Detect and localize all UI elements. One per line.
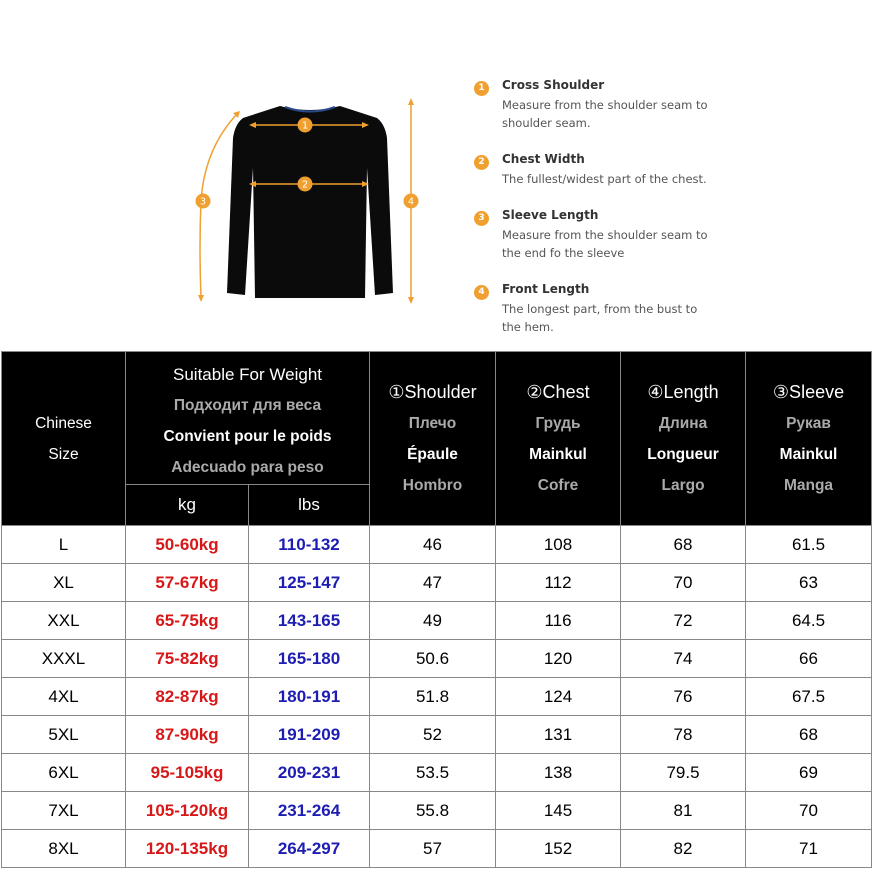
cell-lbs: 165-180 [249,640,370,678]
cell-size: XXL [2,602,126,640]
cell-lbs: 125-147 [249,564,370,602]
header-size-line2: Size [48,445,79,463]
marker-3-label: 3 [199,196,207,208]
cell-shoulder: 46 [370,526,496,564]
table-row [2,526,872,564]
table-row [2,640,872,678]
cell-chest: 131 [496,716,621,754]
cell-chest: 138 [496,754,621,792]
legend-description: The fullest/widest part of the chest. [502,172,707,186]
cell-shoulder: 47 [370,564,496,602]
cell-lbs: 209-231 [249,754,370,792]
cell-sleeve: 71 [746,830,872,868]
cell-lbs: 110-132 [249,526,370,564]
table-row [2,792,872,830]
table-row [2,564,872,602]
cell-lbs: 143-165 [249,602,370,640]
cell-kg: 95-105kg [126,754,249,792]
marker-4 [404,194,419,209]
cell-size: XXXL [2,640,126,678]
table-row [2,716,872,754]
header-chest-ru: Грудь [535,414,581,432]
cell-length: 70 [621,564,746,602]
cell-shoulder: 53.5 [370,754,496,792]
legend-number-2: 2 [474,155,489,170]
cell-size: 6XL [2,754,126,792]
header-length-es: Largo [661,476,705,494]
marker-2 [298,177,313,192]
header-size-line1: Chinese [35,414,92,432]
cell-kg: 120-135kg [126,830,249,868]
cell-shoulder: 50.6 [370,640,496,678]
header-weight-en: Suitable For Weight [173,365,322,384]
header-shoulder-en: ①Shoulder [388,381,477,402]
cell-sleeve: 63 [746,564,872,602]
cell-sleeve: 61.5 [746,526,872,564]
marker-3 [196,194,211,209]
cell-sleeve: 70 [746,792,872,830]
header-chest-es: Cofre [537,476,579,494]
header-chest-fr: Mainkul [529,445,587,463]
cell-kg: 50-60kg [126,526,249,564]
cell-chest: 124 [496,678,621,716]
cell-sleeve: 68 [746,716,872,754]
cell-length: 79.5 [621,754,746,792]
cell-kg: 57-67kg [126,564,249,602]
cell-lbs: 264-297 [249,830,370,868]
cell-shoulder: 51.8 [370,678,496,716]
header-length-fr: Longueur [647,445,719,463]
header-weight-ru: Подходит для веса [173,397,322,414]
cell-size: L [2,526,126,564]
header-length-en: ④Length [647,381,719,402]
sweater-shape [227,106,393,298]
cell-chest: 152 [496,830,621,868]
header-shoulder [370,352,496,526]
legend-number-1: 1 [474,81,489,96]
cell-kg: 87-90kg [126,716,249,754]
cell-shoulder: 49 [370,602,496,640]
cell-lbs: 191-209 [249,716,370,754]
legend-description: Measure from the shoulder seam to the end fo the sleeve [502,228,708,260]
cell-chest: 116 [496,602,621,640]
legend-title: Cross Shoulder [502,78,605,92]
marker-4-label: 4 [407,196,415,208]
header-kg: kg [126,485,249,526]
legend-title: Front Length [502,282,590,296]
header-weight-es: Adecuado para peso [171,459,324,476]
size-chart-table [1,351,872,868]
header-chest [496,352,621,526]
cell-chest: 112 [496,564,621,602]
header-shoulder-fr: Épaule [407,445,458,463]
cell-kg: 82-87kg [126,678,249,716]
cell-length: 78 [621,716,746,754]
cell-length: 68 [621,526,746,564]
cell-size: XL [2,564,126,602]
header-weight-fr: Convient pour le poids [163,428,332,445]
legend-title: Sleeve Length [502,208,599,222]
table-row [2,754,872,792]
cell-size: 7XL [2,792,126,830]
cell-lbs: 231-264 [249,792,370,830]
header-lbs: lbs [249,485,370,526]
cell-lbs: 180-191 [249,678,370,716]
table-row [2,602,872,640]
cell-sleeve: 69 [746,754,872,792]
cell-shoulder: 55.8 [370,792,496,830]
header-chest-en: ②Chest [526,381,590,402]
cell-chest: 145 [496,792,621,830]
header-length-ru: Длина [658,414,708,432]
cell-sleeve: 67.5 [746,678,872,716]
cell-sleeve: 64.5 [746,602,872,640]
cell-length: 82 [621,830,746,868]
cell-size: 4XL [2,678,126,716]
header-sleeve-fr: Mainkul [779,445,838,463]
cell-length: 72 [621,602,746,640]
legend-number-3: 3 [474,211,489,226]
cell-size: 5XL [2,716,126,754]
header-sleeve [746,352,872,526]
header-sleeve-ru: Рукав [786,414,831,432]
cell-chest: 120 [496,640,621,678]
cell-kg: 65-75kg [126,602,249,640]
cell-length: 74 [621,640,746,678]
cell-length: 81 [621,792,746,830]
header-sleeve-en: ③Sleeve [772,381,845,402]
cell-length: 76 [621,678,746,716]
marker-2-label: 2 [301,179,309,191]
header-length [621,352,746,526]
shirt-diagram [185,88,435,308]
header-weight [126,352,370,485]
header-size [2,352,126,526]
cell-sleeve: 66 [746,640,872,678]
header-shoulder-es: Hombro [402,476,463,494]
header-shoulder-ru: Плечо [408,414,457,432]
legend-description: The longest part, from the bust to the hem. [502,302,698,334]
cell-shoulder: 57 [370,830,496,868]
header-sleeve-es: Manga [783,476,834,494]
cell-shoulder: 52 [370,716,496,754]
measurement-illustration [0,0,872,352]
legend-number-4: 4 [474,285,489,300]
cell-chest: 108 [496,526,621,564]
cell-kg: 105-120kg [126,792,249,830]
marker-1 [298,118,313,133]
table-row [2,830,872,868]
legend-description: Measure from the shoulder seam to shoulder seam. [502,98,708,130]
marker-1-label: 1 [301,120,309,132]
table-row [2,678,872,716]
cell-kg: 75-82kg [126,640,249,678]
cell-size: 8XL [2,830,126,868]
legend-title: Chest Width [502,152,585,166]
